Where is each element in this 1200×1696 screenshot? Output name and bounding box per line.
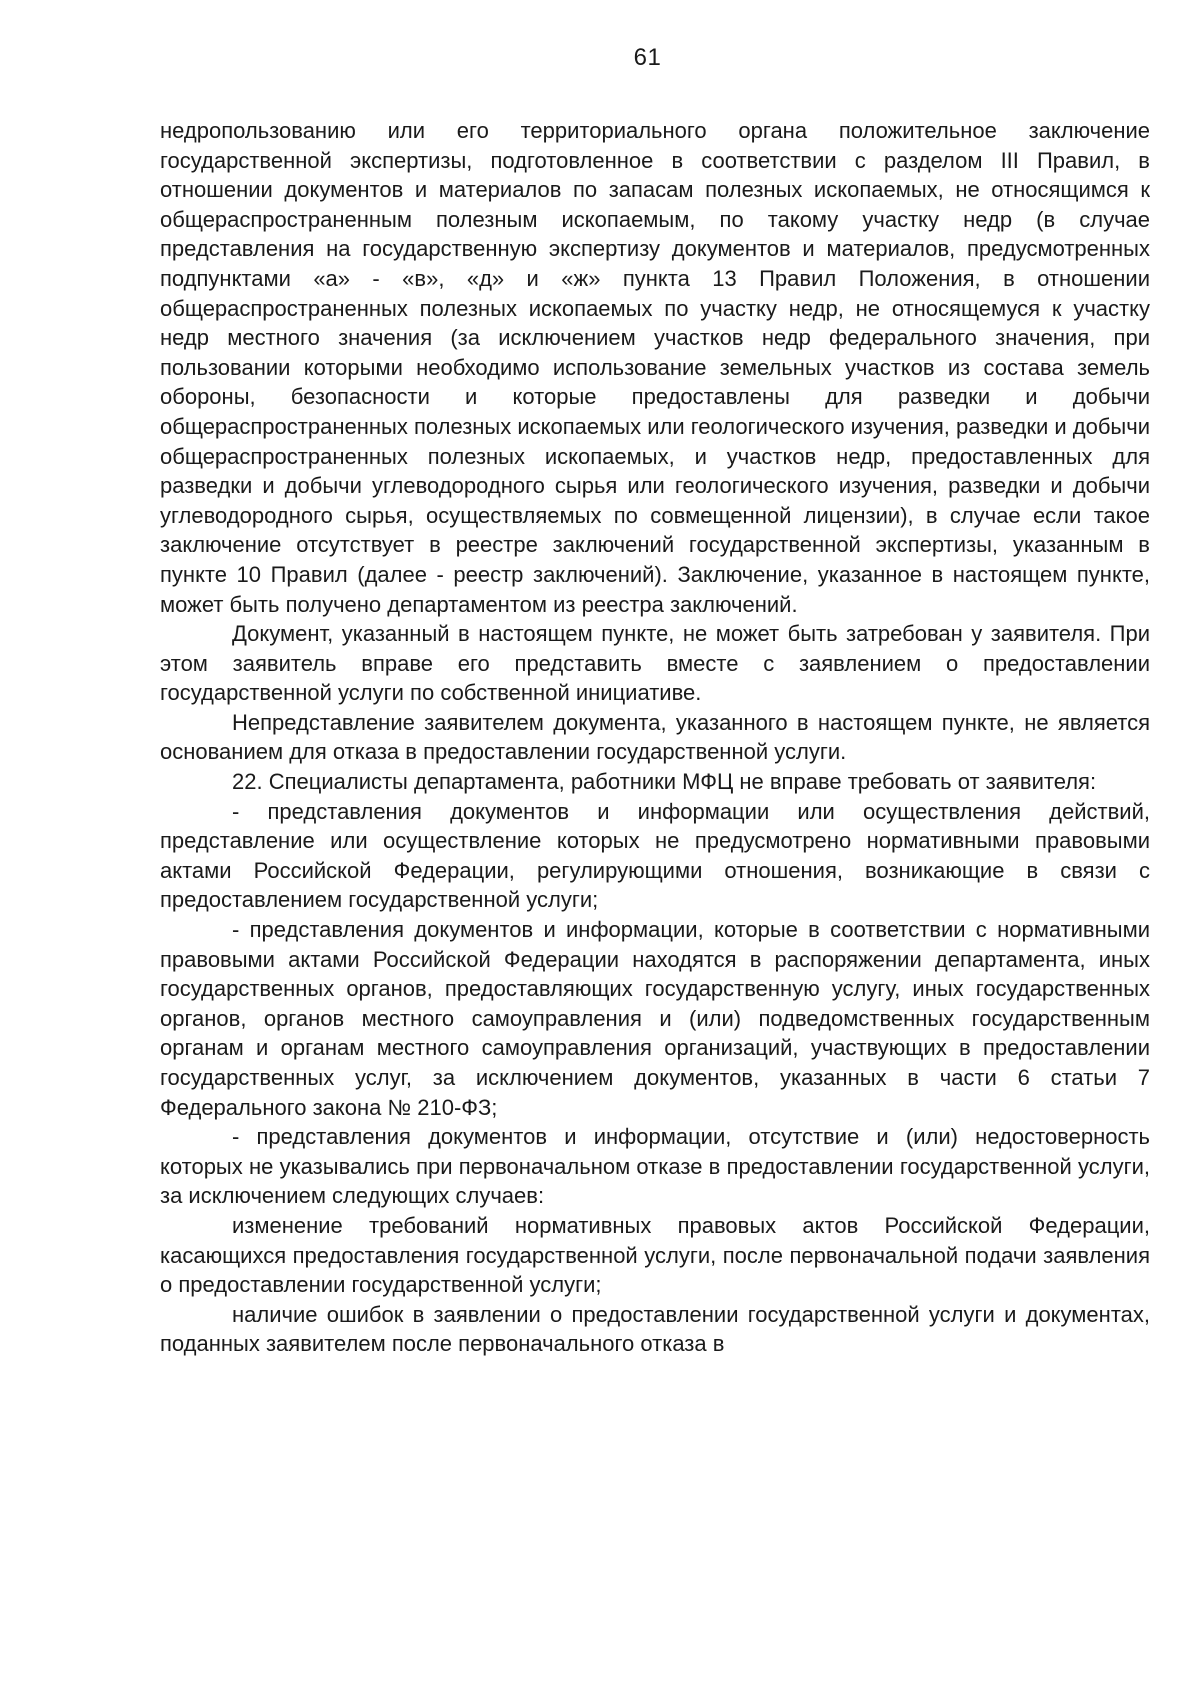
document-body bbox=[160, 116, 1150, 1359]
list-item-requirement-3: - представления документов и информации, отсутствие и (или) недостоверность которых не указывались при первоначальном отказе в предоставлении государственной услуги, за исключением следующих случаев: bbox=[160, 1124, 1150, 1209]
exception-case-2: наличие ошибок в заявлении о предоставлении государственной услуги и документах, поданных заявителем после первоначального отказа в bbox=[160, 1301, 1150, 1357]
exception-case-1: изменение требований нормативных правовых актов Российской Федерации, касающихся предоставления государственной услуги, после первоначальной подачи заявления о предоставлении государственной услуги; bbox=[160, 1212, 1150, 1298]
paragraph-item-22: 22. Специалисты департамента, работники МФЦ не вправе требовать от заявителя: bbox=[232, 769, 1097, 795]
paragraph-nonsubmission-note: Непредставление заявителем документа, указанного в настоящем пункте, не является основанием для отказа в предоставлении государственной услуги. bbox=[160, 709, 1150, 765]
list-item-requirement-1: - представления документов и информации или осуществления действий, представление или осуществление которых не предусмотрено нормативными правовыми актами Российской Федерации, регулирующими отношения, возникающие в связи с предоставлением государственной услуги; bbox=[160, 798, 1150, 913]
paragraph-document-note: Документ, указанный в настоящем пункте, не может быть затребован у заявителя. При этом заявитель вправе его представить вместе с заявлением о предоставлении государственной услуги по собственной инициативе. bbox=[160, 621, 1150, 706]
page-number-text: 61 bbox=[633, 44, 662, 71]
page-number bbox=[0, 44, 1200, 72]
list-item-requirement-2: - представления документов и информации, которые в соответствии с нормативными правовыми актами Российской Федерации находятся в распоряжении департамента, иных государственных органов, предоставляющих государственную услугу, иных государственных органов, органов местного самоуправления и (или) подведомственных государственным органам и органам местного самоуправления организаций, участвующих в предоставлении государственных услуг, за исключением документов, указанных в части 6 статьи 7 Федерального закона № 210-ФЗ; bbox=[160, 917, 1150, 1120]
paragraph-continuation: недропользованию или его территориального органа положительное заключение государственной экспертизы, подготовленное в соответствии с разделом III Правил, в отношении документов и материалов по запасам полезных ископаемых, не относящимся к общераспространенным полезным ископаемым, по такому участку недр (в случае представления на государственную экспертизу документов и материалов, предусмотренных подпунктами «а» - «в», «д» и «ж» пункта 13 Правил Положения, в отношении общераспространенных полезных ископаемых по участку недр, не относящемуся к участку недр местного значения (за исключением участков недр федерального значения, при пользовании которыми необходимо использование земельных участков из состава земель обороны, безопасности и которые предоставлены для разведки и добычи общераспространенных полезных ископаемых или геологического изучения, разведки и добычи общераспространенных полезных ископаемых, и участков недр, предоставленных для разведки и добычи углеводородного сырья или геологического изучения, разведки и добычи углеводородного сырья, осуществляемых по совмещенной лицензии), в случае если такое заключение отсутствует в реестре заключений государственной экспертизы, указанным в пункте 10 Правил (далее - реестр заключений). Заключение, указанное в настоящем пункте, может быть получено департаментом из реестра заключений. bbox=[160, 118, 1150, 617]
